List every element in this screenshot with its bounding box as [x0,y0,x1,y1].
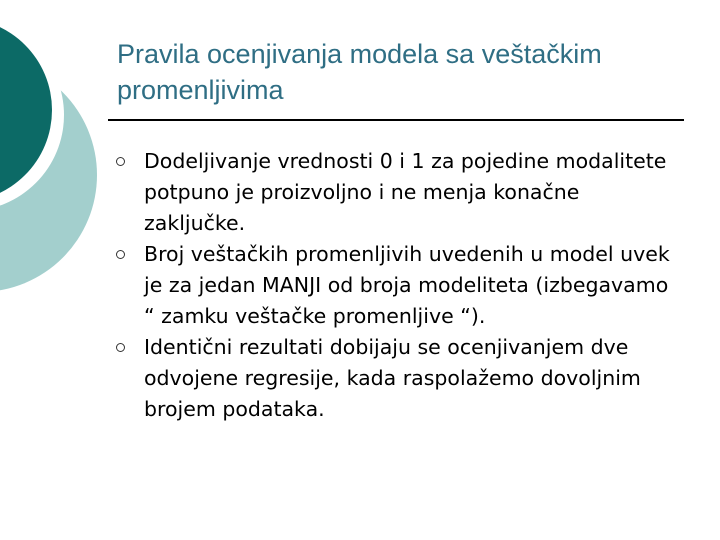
slide-title: Pravila ocenjivanja modela sa veštačkim promenljivima [117,39,602,105]
bullet-item [115,239,685,332]
circle-bullet-icon [116,250,125,259]
bullet-text: Dodeljivanje vrednosti 0 i 1 za pojedine modalitete potpuno je proizvoljno i ne menja konačne zaključke. [144,149,667,235]
bullet-text: Broj veštačkih promenljivih uvedenih u model uvek je za jedan MANJI od broja modeliteta (izbegavamo “ zamku veštačke promenljive “). [144,242,670,328]
title-divider [108,119,684,121]
bullet-item [115,332,685,425]
bullet-text: Identični rezultati dobijaju se ocenjivanjem dve odvojene regresije, kada raspolažemo dovoljnim brojem podataka. [144,335,641,421]
decorative-circles [0,0,110,300]
circle-bullet-icon [116,157,125,166]
circle-bullet-icon [116,343,125,352]
bullet-list [115,146,685,425]
bullet-item [115,146,685,239]
